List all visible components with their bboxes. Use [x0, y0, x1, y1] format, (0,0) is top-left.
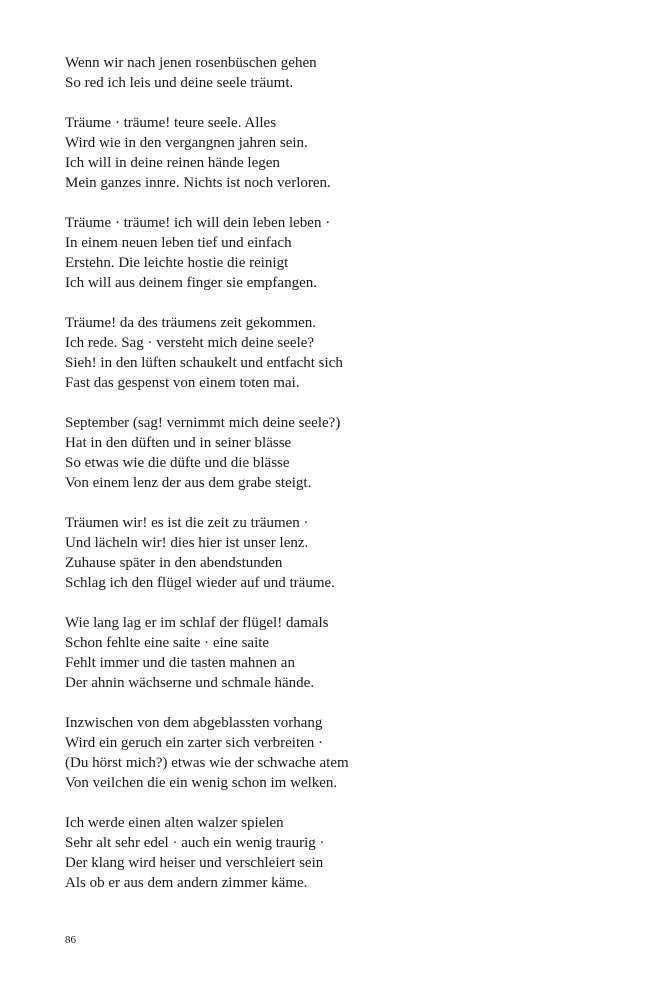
poem-line: Ich will in deine reinen hände legen [65, 155, 280, 171]
stanza-4 [65, 313, 625, 393]
poem-line: Ich will aus deinem finger sie empfangen. [65, 275, 317, 291]
stanza-8 [65, 713, 625, 793]
poem-line: Wie lang lag er im schlaf der flügel! damals [65, 615, 329, 631]
poem-line: In einem neuen leben tief und einfach [65, 235, 292, 251]
poem-line: September (sag! vernimmt mich deine seele?) [65, 415, 341, 431]
poem-line: So etwas wie die düfte und die blässe [65, 455, 290, 471]
poem-line: Fehlt immer und die tasten mahnen an [65, 655, 295, 671]
poem-line: Träume · träume! teure seele. Alles [65, 115, 277, 131]
poem-line: Ich werde einen alten walzer spielen [65, 815, 284, 831]
stanza-3 [65, 213, 625, 293]
page-number: 86 [65, 934, 76, 946]
poem-line: Träumen wir! es ist die zeit zu träumen · [65, 515, 309, 531]
poem-line: Träume · träume! ich will dein leben leben · [65, 215, 331, 231]
poem-line: Sieh! in den lüften schaukelt und entfacht sich [65, 355, 343, 371]
poem-line: Erstehn. Die leichte hostie die reinigt [65, 255, 289, 271]
poem-line: Wenn wir nach jenen rosenbüschen gehen [65, 55, 317, 71]
stanza-5 [65, 413, 625, 493]
poem-line: Inzwischen von dem abgeblassten vorhang [65, 715, 323, 731]
stanza-1 [65, 53, 625, 93]
poem-line: Sehr alt sehr edel · auch ein wenig traurig · [65, 835, 325, 851]
poem-line: Von veilchen die ein wenig schon im welken. [65, 775, 338, 791]
stanza-2 [65, 113, 625, 193]
poem-line: Und lächeln wir! dies hier ist unser lenz. [65, 535, 309, 551]
poem-line: (Du hörst mich?) etwas wie der schwache atem [65, 755, 349, 771]
poem-line: Wird wie in den vergangnen jahren sein. [65, 135, 308, 151]
poem-line: Hat in den düften und in seiner blässe [65, 435, 292, 451]
poem-line: Schon fehlte eine saite · eine saite [65, 635, 270, 651]
poem-line: Ich rede. Sag · versteht mich deine seele? [65, 335, 315, 351]
poem-line: Zuhause später in den abendstunden [65, 555, 283, 571]
stanza-7 [65, 613, 625, 693]
poem-line: Der ahnin wächserne und schmale hände. [65, 675, 315, 691]
poem-line: So red ich leis und deine seele träumt. [65, 75, 294, 91]
poem-line: Fast das gespenst von einem toten mai. [65, 375, 300, 391]
poem-body [65, 53, 625, 913]
poem-line: Wird ein geruch ein zarter sich verbreiten · [65, 735, 324, 751]
poem-line: Schlag ich den flügel wieder auf und träume. [65, 575, 335, 591]
poem-line: Träume! da des träumens zeit gekommen. [65, 315, 317, 331]
poem-line: Als ob er aus dem andern zimmer käme. [65, 875, 308, 891]
stanza-9 [65, 813, 625, 893]
poem-line: Von einem lenz der aus dem grabe steigt. [65, 475, 312, 491]
poem-line: Mein ganzes innre. Nichts ist noch verloren. [65, 175, 331, 191]
poem-line: Der klang wird heiser und verschleiert sein [65, 855, 324, 871]
stanza-6 [65, 513, 625, 593]
